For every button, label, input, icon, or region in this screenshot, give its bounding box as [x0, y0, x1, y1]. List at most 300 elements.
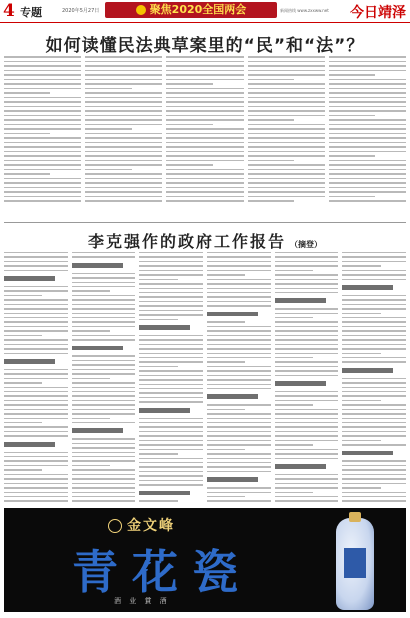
text-line-placeholder — [207, 453, 271, 454]
subheading-placeholder — [72, 346, 123, 351]
text-line-placeholder — [275, 395, 339, 396]
text-line-placeholder — [4, 452, 68, 453]
text-line-placeholder — [139, 353, 203, 354]
text-line-placeholder — [342, 404, 406, 405]
text-line-placeholder — [207, 353, 271, 354]
subheading-placeholder — [207, 394, 258, 399]
text-line-placeholder — [139, 344, 203, 345]
text-line-placeholder — [329, 187, 406, 189]
text-line-placeholder — [342, 435, 406, 436]
text-line-placeholder — [329, 97, 406, 99]
text-line-placeholder — [4, 387, 68, 388]
text-line-placeholder — [72, 447, 136, 448]
text-line-placeholder — [4, 426, 68, 427]
text-line-placeholder — [207, 388, 271, 389]
text-line-placeholder — [72, 478, 136, 479]
text-line-placeholder — [139, 283, 203, 284]
text-line-placeholder — [4, 101, 81, 103]
text-line-placeholder — [4, 348, 68, 349]
text-line-placeholder — [85, 187, 162, 189]
text-line-placeholder — [72, 355, 136, 356]
text-line-placeholder — [329, 146, 406, 148]
text-line-placeholder — [4, 413, 68, 414]
text-line-placeholder — [72, 460, 136, 461]
text-line-placeholder — [4, 483, 68, 484]
text-line-placeholder — [275, 400, 339, 401]
text-line-placeholder — [207, 330, 271, 331]
text-line-placeholder — [166, 169, 243, 171]
text-line-placeholder — [275, 375, 339, 376]
text-line-placeholder — [4, 191, 81, 193]
text-line-placeholder — [72, 496, 136, 497]
text-line-placeholder — [4, 418, 68, 419]
text-line-placeholder — [329, 200, 406, 202]
text-line-placeholder — [275, 487, 339, 488]
text-line-placeholder — [139, 462, 203, 463]
text-line-placeholder — [166, 56, 243, 58]
text-line-placeholder — [275, 344, 339, 345]
text-line-placeholder — [72, 256, 136, 257]
text-line-placeholder — [329, 92, 406, 94]
text-line-placeholder — [85, 133, 162, 135]
text-line-placeholder — [275, 474, 339, 475]
text-line-placeholder — [85, 200, 162, 202]
text-line-placeholder — [139, 270, 203, 271]
text-line-placeholder — [275, 483, 339, 484]
text-line-placeholder — [342, 279, 406, 280]
text-line-placeholder — [275, 458, 339, 459]
text-line-placeholder — [139, 440, 203, 441]
text-line-placeholder — [4, 400, 68, 401]
text-line-placeholder — [72, 360, 136, 361]
newspaper-brand: 今日靖泽 — [350, 5, 406, 21]
text-line-placeholder — [166, 70, 243, 72]
subheading-placeholder — [4, 276, 55, 281]
text-line-placeholder — [139, 453, 177, 454]
text-line-placeholder — [85, 115, 162, 117]
text-line-placeholder — [275, 308, 339, 309]
text-column — [72, 252, 136, 502]
subheading-placeholder — [275, 381, 326, 386]
text-line-placeholder — [4, 286, 68, 287]
text-line-placeholder — [275, 449, 339, 450]
text-line-placeholder — [329, 182, 406, 184]
text-line-placeholder — [85, 124, 162, 126]
text-line-placeholder — [329, 128, 406, 130]
text-line-placeholder — [166, 200, 243, 202]
subheading-placeholder — [139, 408, 190, 413]
text-line-placeholder — [72, 382, 136, 383]
page-number: 4 — [3, 1, 15, 21]
text-line-placeholder — [139, 296, 203, 297]
text-line-placeholder — [4, 173, 50, 175]
text-line-placeholder — [85, 97, 162, 99]
text-line-placeholder — [72, 452, 136, 453]
text-line-placeholder — [275, 270, 313, 271]
text-line-placeholder — [4, 65, 81, 67]
text-line-placeholder — [139, 466, 203, 467]
subheading-placeholder — [4, 442, 55, 447]
text-line-placeholder — [329, 173, 406, 175]
text-line-placeholder — [342, 299, 406, 300]
text-line-placeholder — [207, 274, 245, 275]
advertisement[interactable] — [4, 508, 406, 612]
text-line-placeholder — [342, 431, 406, 432]
text-line-placeholder — [342, 474, 406, 475]
text-line-placeholder — [4, 478, 68, 479]
text-line-placeholder — [207, 270, 271, 271]
text-line-placeholder — [207, 357, 271, 358]
text-line-placeholder — [207, 256, 271, 257]
text-line-placeholder — [275, 409, 339, 410]
text-line-placeholder — [166, 137, 243, 139]
text-line-placeholder — [72, 413, 136, 414]
brand-logo-icon — [108, 519, 122, 533]
text-line-placeholder — [4, 378, 68, 379]
text-line-placeholder — [72, 295, 136, 296]
text-line-placeholder — [72, 277, 136, 278]
text-line-placeholder — [207, 301, 271, 302]
text-column — [139, 252, 203, 502]
text-line-placeholder — [139, 335, 203, 336]
text-line-placeholder — [329, 142, 406, 144]
text-line-placeholder — [4, 299, 68, 300]
text-line-placeholder — [207, 265, 271, 266]
text-line-placeholder — [139, 500, 177, 501]
text-line-placeholder — [248, 110, 325, 112]
text-line-placeholder — [139, 357, 203, 358]
text-line-placeholder — [207, 466, 271, 467]
text-line-placeholder — [275, 283, 339, 284]
text-line-placeholder — [342, 274, 406, 275]
text-line-placeholder — [342, 326, 406, 327]
text-line-placeholder — [166, 61, 243, 63]
text-line-placeholder — [166, 106, 243, 108]
text-line-placeholder — [4, 295, 42, 296]
text-line-placeholder — [139, 261, 203, 262]
text-line-placeholder — [139, 458, 203, 459]
text-line-placeholder — [4, 142, 81, 144]
text-line-placeholder — [207, 440, 271, 441]
text-line-placeholder — [248, 88, 325, 90]
text-line-placeholder — [139, 314, 203, 315]
article2-headline — [0, 229, 410, 252]
ad-title: 青花瓷 — [72, 545, 252, 599]
text-line-placeholder — [85, 173, 162, 175]
text-line-placeholder — [4, 115, 81, 117]
text-line-placeholder — [166, 97, 243, 99]
text-line-placeholder — [4, 492, 68, 493]
text-line-placeholder — [139, 475, 203, 476]
text-line-placeholder — [275, 366, 339, 367]
text-line-placeholder — [275, 404, 313, 405]
text-line-placeholder — [72, 474, 136, 475]
text-line-placeholder — [166, 92, 243, 94]
text-line-placeholder — [248, 178, 325, 180]
text-line-placeholder — [72, 339, 136, 340]
text-column — [248, 56, 325, 218]
text-line-placeholder — [329, 65, 406, 67]
text-line-placeholder — [166, 115, 243, 117]
text-line-placeholder — [207, 413, 271, 414]
text-line-placeholder — [248, 191, 325, 193]
text-line-placeholder — [72, 438, 136, 439]
text-line-placeholder — [248, 196, 325, 198]
text-line-placeholder — [4, 313, 68, 314]
text-line-placeholder — [4, 469, 42, 470]
text-line-placeholder — [4, 304, 68, 305]
article2-title-suffix: （摘登） — [290, 240, 322, 249]
text-line-placeholder — [139, 388, 203, 389]
article1-headline: 如何读懂民法典草案里的“民”和“法”？ — [45, 36, 365, 56]
text-line-placeholder — [342, 496, 406, 497]
text-line-placeholder — [166, 74, 243, 76]
text-line-placeholder — [329, 124, 406, 126]
text-line-placeholder — [139, 319, 177, 320]
text-line-placeholder — [85, 169, 131, 171]
text-line-placeholder — [207, 344, 271, 345]
text-column — [85, 56, 162, 218]
text-line-placeholder — [4, 137, 81, 139]
text-line-placeholder — [342, 304, 406, 305]
text-line-placeholder — [166, 88, 243, 90]
text-line-placeholder — [275, 361, 339, 362]
text-line-placeholder — [85, 196, 162, 198]
text-column — [275, 252, 339, 502]
text-line-placeholder — [207, 370, 271, 371]
text-line-placeholder — [85, 182, 162, 184]
text-line-placeholder — [4, 409, 68, 410]
text-line-placeholder — [342, 478, 406, 479]
text-line-placeholder — [275, 357, 313, 358]
text-line-placeholder — [139, 348, 203, 349]
text-line-placeholder — [342, 418, 406, 419]
text-line-placeholder — [342, 387, 406, 388]
text-line-placeholder — [248, 142, 325, 144]
text-line-placeholder — [85, 155, 162, 157]
text-line-placeholder — [4, 369, 68, 370]
bottle-label — [344, 548, 366, 578]
text-line-placeholder — [4, 106, 81, 108]
text-line-placeholder — [4, 83, 81, 85]
text-line-placeholder — [248, 70, 325, 72]
text-line-placeholder — [4, 110, 81, 112]
text-line-placeholder — [329, 101, 406, 103]
text-line-placeholder — [342, 256, 406, 257]
text-line-placeholder — [139, 426, 203, 427]
text-line-placeholder — [139, 279, 177, 280]
text-column — [342, 252, 406, 502]
text-line-placeholder — [329, 119, 406, 121]
text-column — [4, 56, 81, 218]
text-line-placeholder — [329, 110, 406, 112]
text-line-placeholder — [166, 196, 243, 198]
text-line-placeholder — [85, 164, 162, 166]
text-line-placeholder — [329, 106, 406, 108]
text-line-placeholder — [85, 151, 162, 153]
text-line-placeholder — [4, 290, 68, 291]
text-line-placeholder — [72, 308, 136, 309]
text-line-placeholder — [248, 79, 294, 81]
text-line-placeholder — [4, 182, 81, 184]
ad-brand-name: 金文峰 — [127, 518, 175, 534]
text-line-placeholder — [275, 453, 339, 454]
text-line-placeholder — [85, 146, 162, 148]
subheading-placeholder — [207, 312, 258, 317]
text-line-placeholder — [72, 282, 136, 283]
text-line-placeholder — [4, 70, 81, 72]
text-line-placeholder — [72, 443, 136, 444]
text-line-placeholder — [207, 404, 271, 405]
text-line-placeholder — [342, 270, 406, 271]
text-line-placeholder — [248, 187, 325, 189]
text-line-placeholder — [4, 88, 81, 90]
subheading-placeholder — [207, 477, 258, 482]
text-line-placeholder — [166, 142, 243, 144]
text-line-placeholder — [4, 124, 81, 126]
text-line-placeholder — [166, 110, 243, 112]
text-line-placeholder — [4, 256, 68, 257]
text-line-placeholder — [72, 465, 110, 466]
text-line-placeholder — [342, 308, 406, 309]
text-line-placeholder — [4, 265, 68, 266]
text-line-placeholder — [207, 379, 271, 380]
text-line-placeholder — [207, 283, 271, 284]
text-line-placeholder — [139, 379, 203, 380]
text-line-placeholder — [248, 133, 325, 135]
text-line-placeholder — [342, 460, 406, 461]
page-header — [0, 0, 410, 22]
text-line-placeholder — [72, 422, 136, 423]
text-line-placeholder — [4, 178, 81, 180]
text-line-placeholder — [342, 313, 380, 314]
text-line-placeholder — [329, 88, 406, 90]
text-line-placeholder — [4, 187, 81, 189]
text-line-placeholder — [72, 404, 136, 405]
text-line-placeholder — [4, 344, 68, 345]
text-line-placeholder — [329, 133, 406, 135]
text-line-placeholder — [248, 169, 325, 171]
text-line-placeholder — [166, 178, 243, 180]
text-line-placeholder — [248, 200, 294, 202]
text-line-placeholder — [207, 487, 271, 488]
text-line-placeholder — [248, 160, 294, 162]
text-line-placeholder — [166, 160, 243, 162]
text-line-placeholder — [166, 155, 243, 157]
text-line-placeholder — [85, 79, 162, 81]
text-line-placeholder — [342, 444, 406, 445]
text-line-placeholder — [275, 279, 339, 280]
text-line-placeholder — [4, 382, 42, 383]
text-line-placeholder — [207, 431, 271, 432]
text-line-placeholder — [275, 496, 339, 497]
text-line-placeholder — [72, 492, 136, 493]
text-line-placeholder — [139, 252, 203, 253]
text-line-placeholder — [166, 187, 243, 189]
text-line-placeholder — [4, 200, 81, 202]
two-sessions-banner — [105, 2, 277, 18]
text-line-placeholder — [139, 471, 203, 472]
text-line-placeholder — [139, 256, 203, 257]
text-line-placeholder — [72, 409, 136, 410]
article2-title: 李克强作的政府工作报告 — [87, 232, 286, 251]
text-line-placeholder — [329, 137, 406, 139]
text-line-placeholder — [72, 369, 136, 370]
text-line-placeholder — [275, 261, 339, 262]
text-line-placeholder — [207, 471, 271, 472]
text-line-placeholder — [342, 465, 406, 466]
site-meta: 新闻热线 www.zxxww.net — [280, 8, 329, 13]
text-line-placeholder — [342, 321, 406, 322]
text-line-placeholder — [72, 304, 136, 305]
text-line-placeholder — [72, 299, 136, 300]
text-line-placeholder — [248, 115, 325, 117]
text-line-placeholder — [207, 492, 271, 493]
text-line-placeholder — [342, 261, 406, 262]
text-line-placeholder — [329, 56, 406, 58]
text-line-placeholder — [329, 151, 406, 153]
subheading-placeholder — [4, 359, 55, 364]
text-line-placeholder — [275, 478, 339, 479]
text-line-placeholder — [4, 330, 68, 331]
text-line-placeholder — [4, 74, 81, 76]
text-line-placeholder — [342, 353, 380, 354]
text-line-placeholder — [166, 119, 243, 121]
text-line-placeholder — [72, 456, 136, 457]
text-line-placeholder — [4, 456, 68, 457]
text-line-placeholder — [275, 500, 339, 501]
text-line-placeholder — [139, 431, 203, 432]
text-line-placeholder — [275, 418, 339, 419]
text-line-placeholder — [207, 500, 271, 501]
text-line-placeholder — [4, 61, 81, 63]
text-line-placeholder — [207, 339, 271, 340]
text-line-placeholder — [166, 146, 243, 148]
text-line-placeholder — [342, 413, 406, 414]
subheading-placeholder — [342, 368, 393, 373]
text-line-placeholder — [342, 487, 380, 488]
text-line-placeholder — [342, 409, 406, 410]
text-line-placeholder — [275, 256, 339, 257]
text-line-placeholder — [248, 128, 325, 130]
text-line-placeholder — [207, 375, 271, 376]
text-line-placeholder — [4, 431, 68, 432]
text-line-placeholder — [139, 370, 203, 371]
text-line-placeholder — [207, 252, 271, 253]
text-line-placeholder — [342, 483, 406, 484]
text-line-placeholder — [329, 169, 406, 171]
text-line-placeholder — [207, 496, 245, 497]
text-line-placeholder — [4, 133, 50, 135]
text-line-placeholder — [4, 391, 68, 392]
text-line-placeholder — [85, 56, 162, 58]
text-line-placeholder — [248, 92, 325, 94]
text-line-placeholder — [275, 492, 313, 493]
text-line-placeholder — [4, 56, 81, 58]
text-line-placeholder — [207, 326, 271, 327]
text-line-placeholder — [139, 435, 203, 436]
text-line-placeholder — [275, 326, 339, 327]
text-line-placeholder — [207, 296, 271, 297]
text-line-placeholder — [72, 418, 110, 419]
text-line-placeholder — [85, 65, 162, 67]
text-line-placeholder — [342, 252, 406, 253]
text-line-placeholder — [342, 391, 406, 392]
text-line-placeholder — [207, 418, 271, 419]
text-line-placeholder — [72, 400, 136, 401]
text-line-placeholder — [139, 392, 203, 393]
text-line-placeholder — [85, 178, 162, 180]
